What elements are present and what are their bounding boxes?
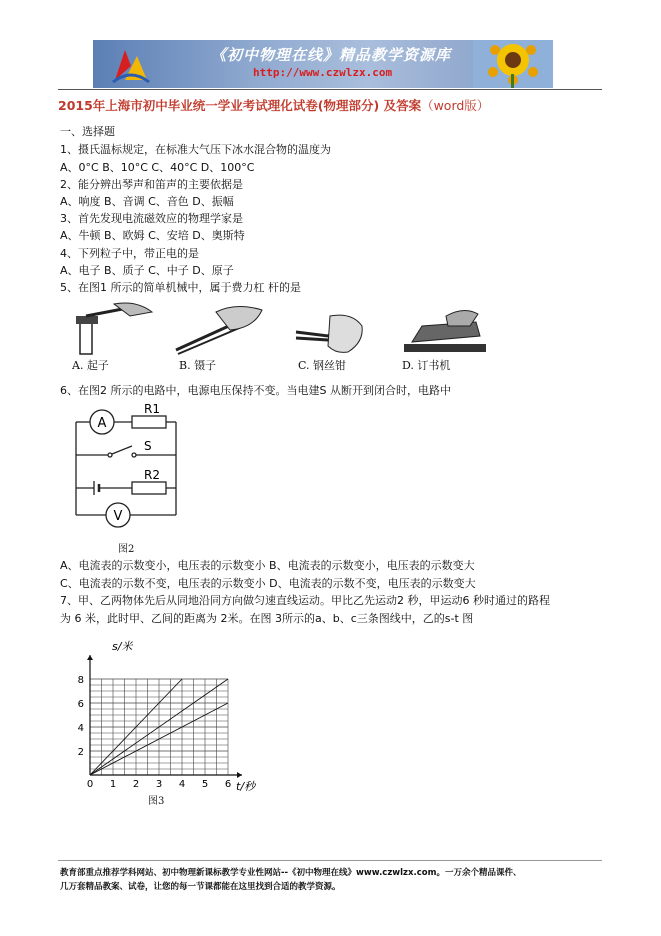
figure-1-caption-a: A. 起子 <box>72 359 109 372</box>
figure-1-caption-d: D. 订书机 <box>402 359 451 372</box>
y-tick-label: 2 <box>77 747 84 758</box>
x-tick-label: 4 <box>178 779 186 790</box>
r1-label: R1 <box>144 402 160 416</box>
switch-label: S <box>144 439 152 453</box>
question-1: 1、摄氏温标规定，在标准大气压下冰水混合物的温度为 <box>60 143 331 156</box>
question-6-options-cd: C、电流表的示数不变，电压表的示数变小 D、电流表的示数不变，电压表的示数变大 <box>60 577 476 590</box>
question-5: 5、在图1 所示的简单机械中，属于费力杠 杆的是 <box>60 281 301 294</box>
x-tick-label: 0 <box>86 779 94 790</box>
header-divider <box>58 89 602 90</box>
question-7-line-1: 7、甲、乙两物体先后从同地沿同方向做匀速直线运动。甲比乙先运动2 秒，甲运动6 秒时通过的路程 <box>60 594 550 607</box>
footer-line-1: 教育部重点推荐学科网站、初中物理新课标教学专业性网站--《初中物理在线》www.czwlzx.com。一万余个精品课件、 <box>60 868 522 878</box>
question-3-options: A、牛顿 B、欧姆 C、安培 D、奥斯特 <box>60 229 245 242</box>
y-tick-label: 8 <box>77 675 84 686</box>
x-tick-label: 6 <box>224 779 232 790</box>
figure-2-caption: 图2 <box>118 544 135 555</box>
figure-2-circuit <box>60 400 190 540</box>
banner-title: 《初中物理在线》精品教学资源库 <box>211 46 452 64</box>
section-heading: 一、选择题 <box>60 125 115 138</box>
stapler-illustration <box>404 310 486 352</box>
figure-1-caption-b: B. 镊子 <box>179 359 217 372</box>
question-3: 3、首先发现电流磁效应的物理学家是 <box>60 212 243 225</box>
banner-url[interactable]: http://www.czwlzx.com <box>253 66 393 79</box>
question-4: 4、下列粒子中，带正电的是 <box>60 247 199 260</box>
y-tick-label: 4 <box>77 723 84 734</box>
footer-divider <box>58 860 602 861</box>
question-1-options: A、0°C B、10°C C、40°C D、100°C <box>60 161 255 174</box>
r2-label: R2 <box>144 468 160 482</box>
header-banner <box>93 40 553 88</box>
graph-x-axis-label: t/秒 <box>236 780 256 793</box>
y-tick-label: 6 <box>77 699 84 710</box>
graph-ticks <box>78 675 232 790</box>
question-2: 2、能分辨出琴声和笛声的主要依据是 <box>60 178 243 191</box>
x-tick-label: 2 <box>132 779 140 790</box>
bottle-opener-illustration <box>76 303 152 354</box>
document-title: 2015年上海市初中毕业统一学业考试理化试卷(物理部分) 及答案（word版） <box>58 98 490 113</box>
pliers-illustration <box>296 315 362 352</box>
x-axis-arrow-icon <box>237 772 242 778</box>
question-7-line-2: 为 6 米，此时甲、乙间的距离为 2米。在图 3所示的a、b、c三条图线中，乙的s-t 图 <box>60 612 474 625</box>
x-tick-label: 5 <box>201 779 209 790</box>
figure-3-st-graph <box>70 640 270 805</box>
question-6: 6、在图2 所示的电路中，电源电压保持不变。当电建S 从断开到闭合时，电路中 <box>60 384 451 397</box>
site-logo-icon <box>111 46 151 84</box>
figure-1-caption-c: C. 钢丝钳 <box>298 359 347 372</box>
x-tick-label: 3 <box>155 779 163 790</box>
question-6-options-ab: A、电流表的示数变小，电压表的示数变小 B、电流表的示数变小，电压表的示数变大 <box>60 559 475 572</box>
tweezers-illustration <box>176 306 262 354</box>
graph-axes <box>87 655 242 778</box>
graph-y-axis-label: s/米 <box>112 640 133 653</box>
voltmeter-label: V <box>113 509 123 524</box>
ammeter-label: A <box>97 416 107 431</box>
x-tick-label: 1 <box>109 779 117 790</box>
footer-line-2: 几万套精品教案、试卷，让您的每一节课都能在这里找到合适的教学资源。 <box>60 882 341 892</box>
question-4-options: A、电子 B、质子 C、中子 D、原子 <box>60 264 234 277</box>
figure-3-caption: 图3 <box>148 796 165 807</box>
y-axis-arrow-icon <box>87 655 93 660</box>
sunflower-icon <box>473 40 553 88</box>
question-2-options: A、响度 B、音调 C、音色 D、振幅 <box>60 195 234 208</box>
